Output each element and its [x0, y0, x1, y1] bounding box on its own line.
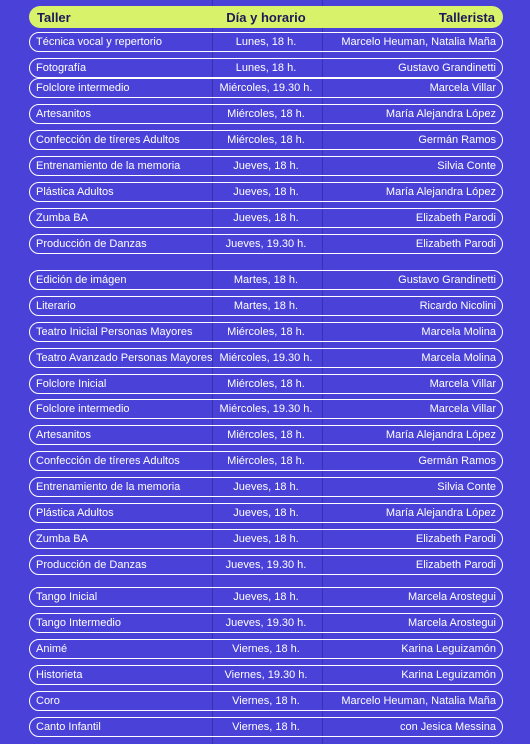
- cell-taller: Confección de tíreres Adultos: [36, 134, 180, 146]
- cell-taller: Fotografía: [36, 62, 87, 74]
- cell-tallerista: Elizabeth Parodi: [415, 238, 496, 250]
- cell-tallerista: Marcela Molina: [421, 352, 496, 364]
- cell-dia: Miércoles, 19.30 h.: [219, 403, 313, 415]
- cell-dia: Jueves, 18 h.: [233, 212, 299, 224]
- cell-taller: Plástica Adultos: [36, 186, 114, 198]
- cell-tallerista: María Alejandra López: [385, 186, 496, 198]
- table-row: [29, 477, 503, 497]
- cell-taller: Tango Inicial: [36, 591, 98, 603]
- cell-tallerista: Elizabeth Parodi: [415, 559, 496, 571]
- cell-tallerista: con Jesica Messina: [400, 721, 496, 733]
- cell-taller: Teatro Inicial Personas Mayores: [36, 326, 193, 338]
- cell-taller: Tango Intermedio: [36, 617, 121, 629]
- cell-dia: Miércoles, 19.30 h.: [219, 352, 313, 364]
- cell-tallerista: Gustavo Grandinetti: [398, 62, 496, 74]
- cell-dia: Lunes, 18 h.: [235, 36, 297, 48]
- cell-dia: Jueves, 18 h.: [233, 481, 299, 493]
- table-row: [29, 613, 503, 633]
- cell-tallerista: María Alejandra López: [385, 429, 496, 441]
- table-header: [29, 6, 503, 28]
- cell-tallerista: Ricardo Nicolini: [419, 300, 496, 312]
- cell-dia: Miércoles, 19.30 h.: [219, 82, 313, 94]
- cell-dia: Viernes, 18 h.: [232, 695, 300, 707]
- cell-taller: Canto Infantil: [36, 721, 101, 733]
- table-row: [29, 399, 503, 419]
- cell-taller: Producción de Danzas: [36, 238, 147, 250]
- table-row: [29, 691, 503, 711]
- table-row: [29, 322, 503, 342]
- cell-dia: Jueves, 19.30 h.: [225, 617, 307, 629]
- cell-taller: Entrenamiento de la memoria: [36, 160, 181, 172]
- cell-taller: Historieta: [36, 669, 83, 681]
- cell-dia: Viernes, 19.30 h.: [224, 669, 308, 681]
- cell-tallerista: Germán Ramos: [418, 455, 496, 467]
- cell-taller: Plástica Adultos: [36, 507, 114, 519]
- table-row: [29, 717, 503, 737]
- cell-taller: Coro: [36, 695, 60, 707]
- table-row: [29, 503, 503, 523]
- table-row: [29, 529, 503, 549]
- cell-taller: Técnica vocal y repertorio: [36, 36, 162, 48]
- cell-tallerista: Marcelo Heuman, Natalia Maña: [341, 36, 496, 48]
- header-dia-horario: Día y horario: [226, 9, 306, 25]
- cell-tallerista: María Alejandra López: [385, 507, 496, 519]
- table-row: [29, 156, 503, 176]
- cell-tallerista: Marcela Villar: [429, 378, 496, 390]
- table-row: [29, 665, 503, 685]
- table-row: [29, 296, 503, 316]
- table-row: [29, 639, 503, 659]
- cell-tallerista: Marcela Villar: [429, 82, 496, 94]
- cell-taller: Artesanitos: [36, 108, 92, 120]
- cell-dia: Viernes, 18 h.: [232, 643, 300, 655]
- table-row: [29, 58, 503, 78]
- cell-tallerista: Marcela Arostegui: [407, 591, 496, 603]
- cell-dia: Jueves, 18 h.: [233, 160, 299, 172]
- header-tallerista: Tallerista: [438, 9, 495, 25]
- cell-dia: Miércoles, 18 h.: [227, 378, 305, 390]
- cell-tallerista: Silvia Conte: [437, 160, 496, 172]
- cell-dia: Miércoles, 18 h.: [227, 326, 305, 338]
- cell-dia: Jueves, 18 h.: [233, 507, 299, 519]
- table-row: [29, 104, 503, 124]
- cell-taller: Confección de tíreres Adultos: [36, 455, 180, 467]
- table-row: [29, 348, 503, 368]
- cell-taller: Zumba BA: [36, 533, 88, 545]
- cell-tallerista: Karina Leguizamón: [401, 669, 496, 681]
- cell-tallerista: Karina Leguizamón: [401, 643, 496, 655]
- cell-dia: Martes, 18 h.: [233, 300, 299, 312]
- cell-dia: Miércoles, 18 h.: [227, 134, 305, 146]
- cell-dia: Viernes, 18 h.: [232, 721, 300, 733]
- cell-tallerista: Marcela Villar: [429, 403, 496, 415]
- cell-dia: Jueves, 19.30 h.: [225, 238, 307, 250]
- table-row: [29, 182, 503, 202]
- cell-taller: Animé: [36, 643, 68, 655]
- table-row: [29, 555, 503, 575]
- cell-taller: Edición de imágen: [36, 274, 127, 286]
- cell-tallerista: Silvia Conte: [437, 481, 496, 493]
- cell-dia: Jueves, 18 h.: [233, 533, 299, 545]
- cell-taller: Zumba BA: [36, 212, 88, 224]
- cell-tallerista: Gustavo Grandinetti: [398, 274, 496, 286]
- cell-tallerista: Marcelo Heuman, Natalia Maña: [341, 695, 496, 707]
- table-row: [29, 425, 503, 445]
- cell-tallerista: Elizabeth Parodi: [415, 533, 496, 545]
- cell-dia: Jueves, 18 h.: [233, 591, 299, 603]
- table-row: [29, 270, 503, 290]
- table-row: [29, 208, 503, 228]
- cell-dia: Jueves, 18 h.: [233, 186, 299, 198]
- cell-dia: Miércoles, 18 h.: [227, 455, 305, 467]
- cell-taller: Folclore intermedio: [36, 403, 130, 415]
- table-row: [29, 234, 503, 254]
- table-row: [29, 374, 503, 394]
- cell-tallerista: María Alejandra López: [385, 108, 496, 120]
- cell-dia: Lunes, 18 h.: [235, 62, 297, 74]
- cell-tallerista: Germán Ramos: [418, 134, 496, 146]
- cell-dia: Miércoles, 18 h.: [227, 108, 305, 120]
- table-row: [29, 587, 503, 607]
- table-row: [29, 32, 503, 52]
- cell-taller: Literario: [36, 300, 76, 312]
- cell-tallerista: Elizabeth Parodi: [415, 212, 496, 224]
- cell-dia: Jueves, 19.30 h.: [225, 559, 307, 571]
- cell-taller: Artesanitos: [36, 429, 92, 441]
- cell-taller: Producción de Danzas: [36, 559, 147, 571]
- cell-taller: Folclore intermedio: [36, 82, 130, 94]
- cell-dia: Miércoles, 18 h.: [227, 429, 305, 441]
- cell-taller: Entrenamiento de la memoria: [36, 481, 181, 493]
- cell-tallerista: Marcela Arostegui: [407, 617, 496, 629]
- cell-dia: Martes, 18 h.: [233, 274, 299, 286]
- header-taller: Taller: [37, 9, 71, 25]
- table-row: [29, 451, 503, 471]
- cell-taller: Folclore Inicial: [36, 378, 107, 390]
- cell-tallerista: Marcela Molina: [421, 326, 496, 338]
- cell-taller: Teatro Avanzado Personas Mayores: [36, 352, 213, 364]
- table-row: [29, 78, 503, 98]
- table-row: [29, 130, 503, 150]
